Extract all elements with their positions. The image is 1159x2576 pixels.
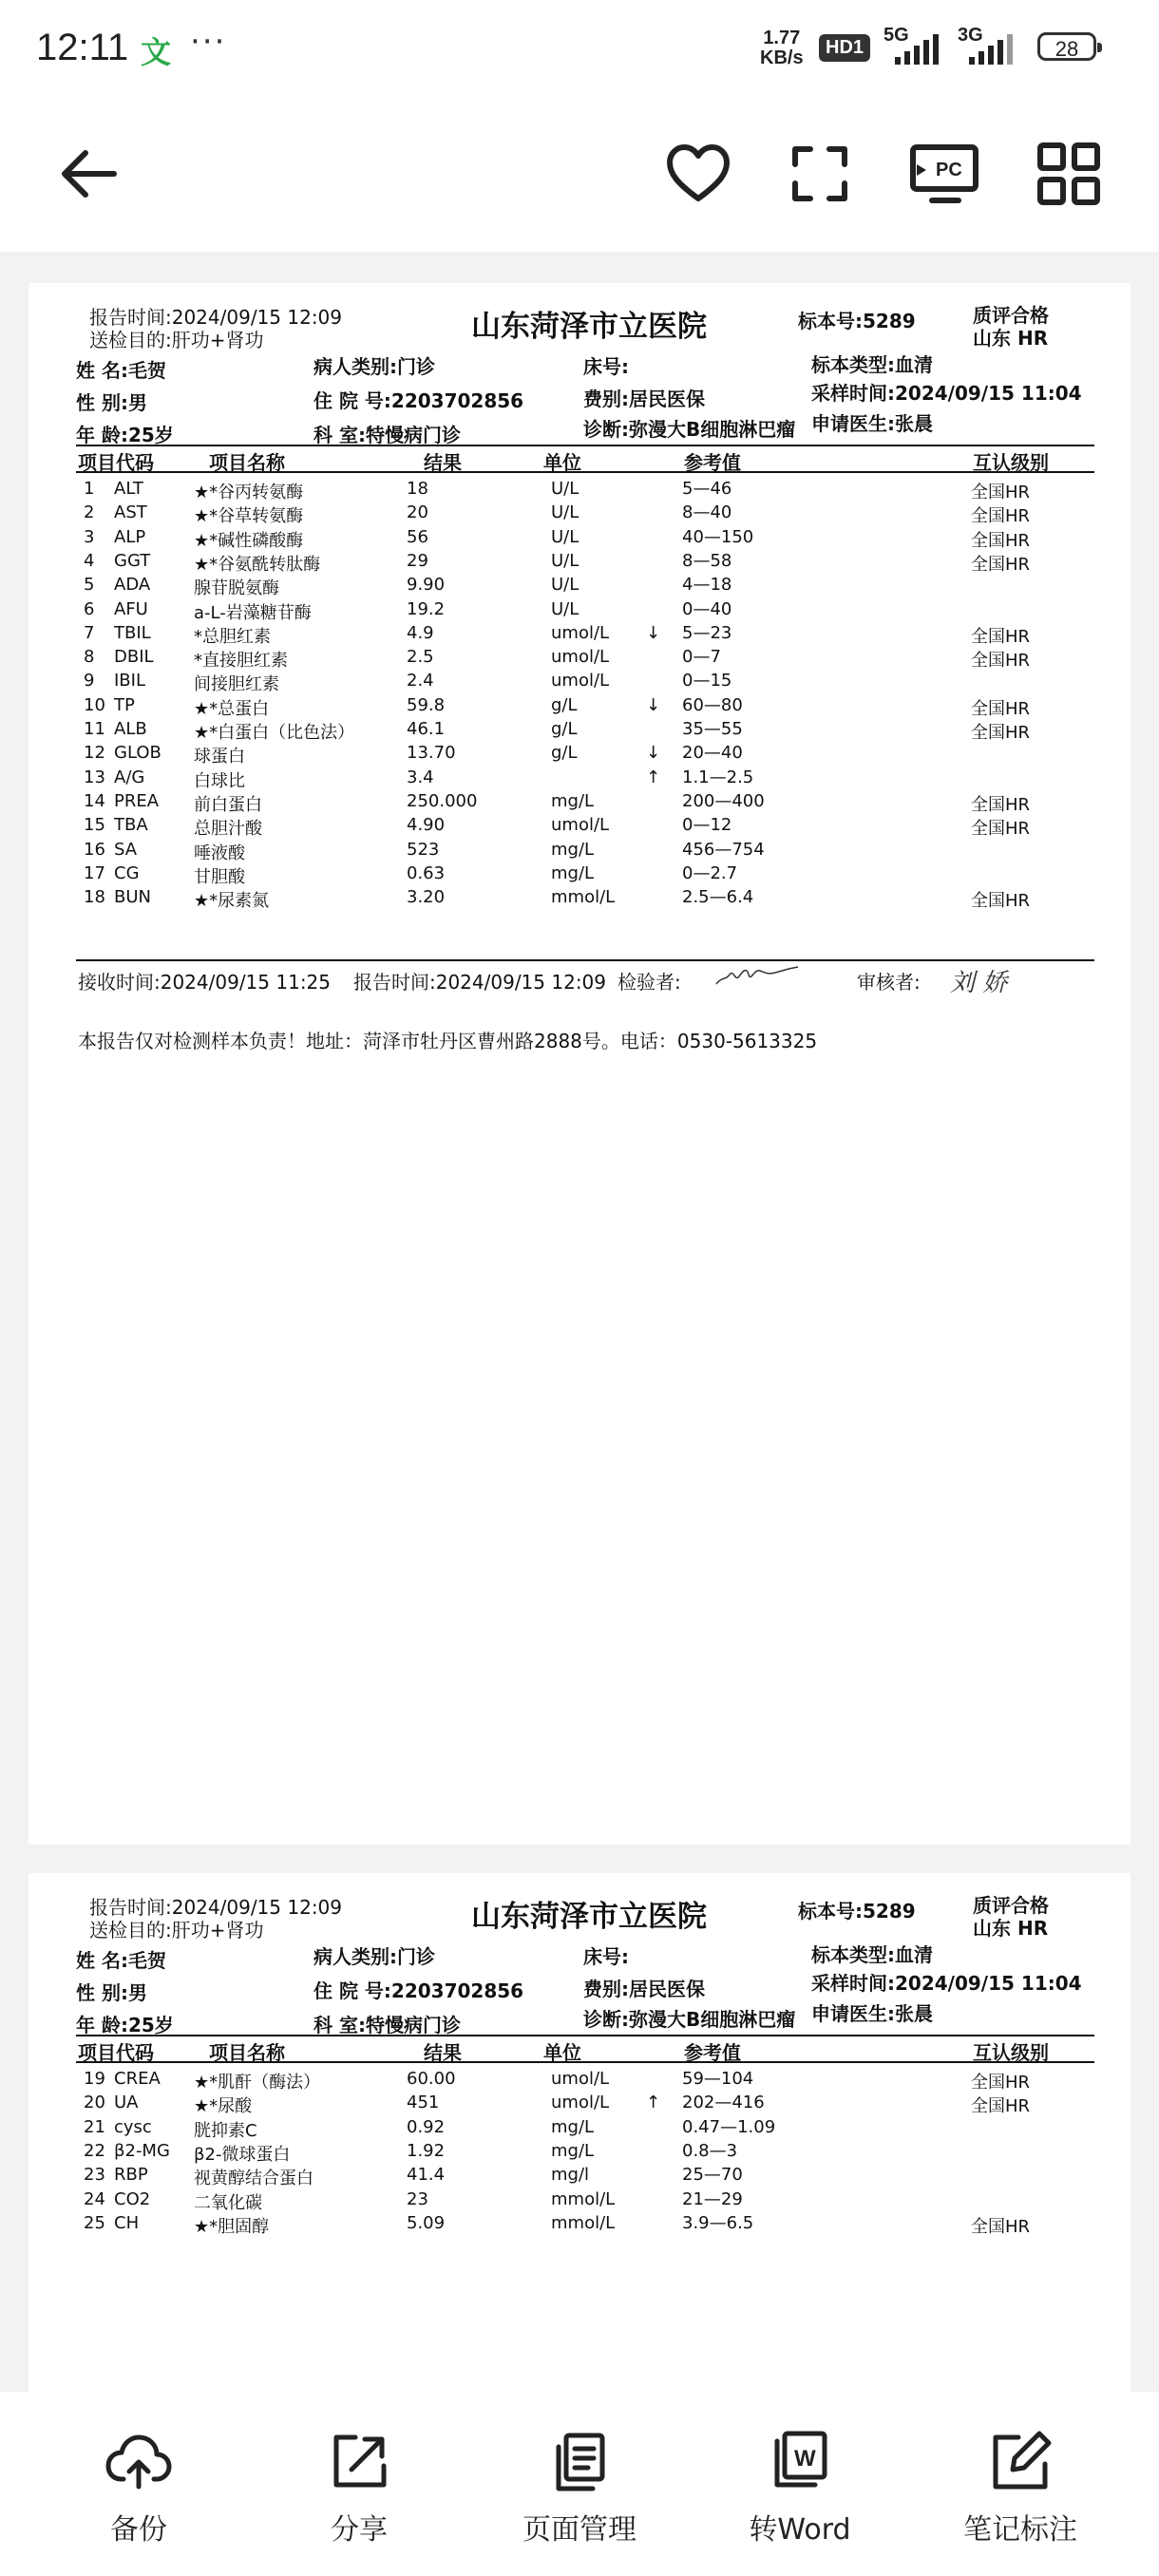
- cell-no: 1: [84, 479, 95, 499]
- col-header-name: 项目名称: [209, 451, 285, 474]
- reviewer-signature: 刘 娇: [950, 969, 1008, 997]
- network-type-2: 3G: [958, 25, 983, 46]
- cell-unit: mg/L: [551, 862, 595, 883]
- patient-age: 年 龄:25岁: [76, 2014, 174, 2036]
- diagnosis: 诊断:弥漫大B细胞淋巴瘤: [583, 2008, 796, 2031]
- word-convert-icon: [766, 2428, 834, 2496]
- grid-icon: [1031, 136, 1107, 212]
- cell-result: 23: [407, 2188, 428, 2209]
- cell-code: ALT: [114, 479, 143, 499]
- cell-ref: 60—80: [682, 694, 743, 715]
- fullscreen-button[interactable]: [782, 136, 858, 212]
- share-icon: [325, 2428, 393, 2496]
- cell-result: 451: [407, 2093, 440, 2113]
- cell-name: 总胆汁酸: [194, 819, 262, 840]
- cell-unit: umol/L: [551, 2093, 610, 2113]
- department: 科 室:特慢病门诊: [314, 2014, 461, 2036]
- patient-gender: 性 别:男: [76, 391, 147, 414]
- cell-code: ALB: [114, 719, 147, 739]
- diagnosis: 诊断:弥漫大B细胞淋巴瘤: [583, 418, 796, 441]
- cell-name: a-L-岩藻糖苷酶: [194, 602, 312, 623]
- cell-no: 15: [84, 815, 105, 836]
- cell-unit: mg/L: [551, 2140, 595, 2161]
- table-row: [28, 2117, 1130, 2141]
- table-row: [28, 479, 1130, 502]
- table-row: [28, 2141, 1130, 2165]
- cell-flag: ↓: [646, 694, 661, 715]
- cell-no: 18: [84, 887, 105, 908]
- cell-ref: 2.5—6.4: [682, 887, 754, 908]
- cell-name: 唾液酸: [194, 843, 245, 863]
- cell-name: ★*谷草转氨酶: [194, 506, 304, 527]
- cell-name: ★*谷氨酰转肽酶: [194, 554, 321, 575]
- cell-code: TP: [114, 694, 135, 715]
- col-header-mutual: 互认级别: [973, 2041, 1049, 2064]
- cell-ref: 0—7: [682, 647, 721, 668]
- cell-no: 20: [84, 2093, 105, 2113]
- cell-code: CREA: [114, 2069, 161, 2089]
- cell-mutual: 全国HR: [971, 819, 1031, 840]
- cell-ref: 0.8—3: [682, 2140, 738, 2161]
- cell-no: 13: [84, 767, 105, 787]
- cell-no: 19: [84, 2069, 105, 2089]
- cell-code: CH: [114, 2212, 140, 2233]
- note-annotate-button[interactable]: [949, 2428, 1092, 2548]
- cell-code: DBIL: [114, 647, 154, 668]
- cell-name: *总胆红素: [194, 626, 271, 647]
- cell-code: RBP: [114, 2165, 148, 2186]
- inpatient-number: 住 院 号:2203702856: [314, 1979, 524, 2002]
- bed-number: 床号:: [583, 1945, 629, 1968]
- col-header-code: 项目代码: [78, 451, 154, 474]
- cell-result: 41.4: [407, 2165, 446, 2186]
- cell-ref: 5—46: [682, 479, 732, 499]
- cell-result: 59.8: [407, 694, 446, 715]
- quality-region: 山东 HR: [973, 327, 1049, 350]
- cell-unit: U/L: [551, 598, 580, 619]
- patient-type: 病人类别:门诊: [314, 355, 435, 378]
- cell-code: AST: [114, 502, 147, 523]
- table-row: [28, 791, 1130, 815]
- cell-flag: ↑: [646, 2093, 661, 2113]
- cell-result: 523: [407, 839, 440, 860]
- pc-label: PC: [936, 160, 962, 180]
- report-time-header: 报告时间:2024/09/15 12:09: [89, 1896, 343, 1919]
- divider: [76, 445, 1094, 446]
- col-header-mutual: 互认级别: [973, 451, 1049, 474]
- cell-name: 前白蛋白: [194, 794, 262, 815]
- cell-no: 12: [84, 743, 105, 764]
- cell-ref: 5—23: [682, 622, 732, 643]
- hospital-name: 山东菏泽市立医院: [471, 310, 707, 344]
- signal-icon-1: [885, 32, 942, 65]
- cell-result: 3.4: [407, 767, 434, 787]
- cell-name: ★*白蛋白（比色法）: [194, 723, 355, 743]
- cell-mutual: 全国HR: [971, 651, 1031, 672]
- cell-no: 2: [84, 502, 95, 523]
- cell-mutual: 全国HR: [971, 554, 1031, 575]
- cell-no: 7: [84, 622, 95, 643]
- sample-time: 采样时间:2024/09/15 11:04: [811, 382, 1082, 405]
- page-manage-button[interactable]: [508, 2428, 651, 2548]
- cell-ref: 8—58: [682, 550, 732, 571]
- quality-label: 质评合格: [973, 1894, 1049, 1917]
- quality-region: 山东 HR: [973, 1917, 1049, 1940]
- cell-code: GLOB: [114, 743, 162, 764]
- cell-unit: umol/L: [551, 671, 610, 691]
- col-header-ref: 参考值: [684, 451, 741, 474]
- cell-name: ★*尿素氮: [194, 891, 270, 912]
- cell-ref: 59—104: [682, 2069, 754, 2089]
- col-header-unit: 单位: [543, 2041, 581, 2064]
- fee-type: 费别:居民医保: [583, 388, 705, 410]
- cell-ref: 0—15: [682, 671, 732, 691]
- network-type-1: 5G: [884, 25, 909, 46]
- cell-ref: 200—400: [682, 790, 765, 811]
- cell-no: 21: [84, 2116, 105, 2137]
- patient-name: 姓 名:毛贺: [76, 1949, 166, 1972]
- table-row: [28, 887, 1130, 911]
- cell-no: 3: [84, 526, 95, 547]
- cell-result: 56: [407, 526, 428, 547]
- cell-unit: g/L: [551, 743, 578, 764]
- cell-result: 46.1: [407, 719, 446, 739]
- back-button[interactable]: [53, 136, 129, 212]
- signal-icon-2: [960, 32, 1016, 65]
- hd-badge: HD1: [819, 34, 870, 62]
- table-row: [28, 647, 1130, 671]
- cell-result: 29: [407, 550, 428, 571]
- cell-no: 8: [84, 647, 95, 668]
- table-row: [28, 719, 1130, 743]
- cell-unit: mmol/L: [551, 887, 616, 908]
- cell-mutual: 全国HR: [971, 794, 1031, 815]
- table-row: [28, 767, 1130, 791]
- table-row: [28, 743, 1130, 767]
- fullscreen-icon: [782, 136, 858, 212]
- bottom-action-bar: [0, 2392, 1159, 2576]
- cell-ref: 0—12: [682, 815, 732, 836]
- word-letter: W: [794, 2446, 816, 2472]
- cell-unit: U/L: [551, 526, 580, 547]
- cell-ref: 3.9—6.5: [682, 2212, 754, 2233]
- cell-ref: 25—70: [682, 2165, 743, 2186]
- share-label: 分享: [331, 2513, 388, 2547]
- cell-name: β2-微球蛋白: [194, 2144, 291, 2165]
- sample-time: 采样时间:2024/09/15 11:04: [811, 1972, 1082, 1995]
- cell-code: UA: [114, 2093, 139, 2113]
- col-header-name: 项目名称: [209, 2041, 285, 2064]
- cell-unit: g/L: [551, 694, 578, 715]
- cell-code: GGT: [114, 550, 151, 571]
- patient-type: 病人类别:门诊: [314, 1945, 435, 1968]
- col-header-result: 结果: [424, 451, 462, 474]
- cell-no: 5: [84, 575, 95, 596]
- cell-result: 60.00: [407, 2069, 456, 2089]
- cell-name: ★*谷丙转氨酶: [194, 483, 304, 502]
- cell-name: 甘胆酸: [194, 866, 245, 887]
- department: 科 室:特慢病门诊: [314, 424, 461, 446]
- table-row: [28, 527, 1130, 551]
- cell-code: TBA: [114, 815, 148, 836]
- report-purpose: 送检目的:肝功+肾功: [89, 329, 264, 351]
- report-time-header: 报告时间:2024/09/15 12:09: [89, 306, 343, 329]
- cell-no: 10: [84, 694, 105, 715]
- cell-flag: ↑: [646, 767, 661, 787]
- cell-mutual: 全国HR: [971, 891, 1031, 912]
- back-arrow-icon: [53, 136, 129, 212]
- table-row: [28, 2069, 1130, 2093]
- cell-unit: mmol/L: [551, 2188, 616, 2209]
- network-speed-value: 1.77: [763, 28, 801, 48]
- pc-view-button[interactable]: [907, 136, 983, 212]
- cell-mutual: 全国HR: [971, 698, 1031, 719]
- cell-result: 9.90: [407, 575, 446, 596]
- cell-no: 17: [84, 862, 105, 883]
- col-header-unit: 单位: [543, 451, 581, 474]
- cell-ref: 0.47—1.09: [682, 2116, 776, 2137]
- cell-mutual: 全国HR: [971, 626, 1031, 647]
- cell-no: 24: [84, 2188, 105, 2209]
- cell-flag: ↓: [646, 743, 661, 764]
- tester-signature: [712, 963, 808, 992]
- divider: [76, 959, 1094, 961]
- cell-no: 4: [84, 550, 95, 571]
- quality-label: 质评合格: [973, 304, 1049, 327]
- inpatient-number: 住 院 号:2203702856: [314, 389, 524, 412]
- cell-unit: U/L: [551, 550, 580, 571]
- cell-name: 间接胆红素: [194, 674, 279, 695]
- col-header-ref: 参考值: [684, 2041, 741, 2064]
- favorite-button[interactable]: [660, 136, 736, 212]
- patient-age: 年 龄:25岁: [76, 424, 174, 446]
- input-method-icon: 文: [141, 34, 172, 70]
- cell-code: A/G: [114, 767, 145, 787]
- cell-no: 25: [84, 2212, 105, 2233]
- cell-code: CG: [114, 862, 140, 883]
- table-row: [28, 840, 1130, 863]
- cell-result: 5.09: [407, 2212, 446, 2233]
- cell-unit: mg/l: [551, 2165, 590, 2186]
- cell-unit: umol/L: [551, 2069, 610, 2089]
- cell-name: ★*胆固醇: [194, 2216, 270, 2237]
- cell-unit: mg/L: [551, 2116, 595, 2137]
- divider: [76, 2061, 1094, 2063]
- cell-result: 13.70: [407, 743, 456, 764]
- page-manage-label: 页面管理: [522, 2513, 636, 2547]
- cell-ref: 35—55: [682, 719, 743, 739]
- table-row: [28, 623, 1130, 647]
- cell-code: AFU: [114, 598, 148, 619]
- report-purpose: 送检目的:肝功+肾功: [89, 1919, 264, 1941]
- disclaimer: 本报告仅对检测样本负责！地址：菏泽市牡丹区曹州路2888号。电话：0530-5613325: [78, 1030, 818, 1052]
- heart-icon: [660, 136, 736, 212]
- cell-mutual: 全国HR: [971, 483, 1031, 502]
- sample-number: 标本号:5289: [798, 1900, 916, 1923]
- table-row: [28, 2093, 1130, 2116]
- cell-name: 视黄醇结合蛋白: [194, 2169, 314, 2189]
- cell-code: ALP: [114, 526, 146, 547]
- cell-code: TBIL: [114, 622, 151, 643]
- cell-result: 0.92: [407, 2116, 446, 2137]
- cell-unit: umol/L: [551, 622, 610, 643]
- cell-code: PREA: [114, 790, 160, 811]
- cell-result: 18: [407, 479, 428, 499]
- battery-icon: 28: [1037, 32, 1096, 61]
- cell-unit: U/L: [551, 479, 580, 499]
- patient-gender: 性 别:男: [76, 1981, 147, 2004]
- cell-result: 1.92: [407, 2140, 446, 2161]
- convert-word-label: 转Word: [749, 2513, 851, 2547]
- cell-unit: g/L: [551, 719, 578, 739]
- cell-unit: umol/L: [551, 815, 610, 836]
- cell-ref: 456—754: [682, 839, 765, 860]
- cell-unit: mg/L: [551, 839, 595, 860]
- cell-result: 20: [407, 502, 428, 523]
- page-manage-icon: [545, 2428, 614, 2496]
- table-row: [28, 575, 1130, 598]
- cell-name: 二氧化碳: [194, 2192, 262, 2213]
- cell-no: 6: [84, 598, 95, 619]
- bed-number: 床号:: [583, 355, 629, 378]
- cell-no: 23: [84, 2165, 105, 2186]
- apps-button[interactable]: [1031, 136, 1107, 212]
- cell-result: 4.90: [407, 815, 446, 836]
- cell-ref: 21—29: [682, 2188, 743, 2209]
- cell-unit: mg/L: [551, 790, 595, 811]
- backup-label: 备份: [110, 2513, 167, 2547]
- requesting-doctor: 申请医生:张晨: [811, 2002, 933, 2025]
- cell-result: 4.9: [407, 622, 434, 643]
- tester-label: 检验者:: [618, 971, 681, 994]
- cell-mutual: 全国HR: [971, 2216, 1031, 2237]
- table-row: [28, 815, 1130, 839]
- cell-code: CO2: [114, 2188, 151, 2209]
- cell-no: 11: [84, 719, 105, 739]
- cell-ref: 4—18: [682, 575, 732, 596]
- hospital-name: 山东菏泽市立医院: [471, 1900, 707, 1934]
- col-header-result: 结果: [424, 2041, 462, 2064]
- network-speed: [760, 28, 804, 68]
- table-row: [28, 2213, 1130, 2237]
- cell-unit: mmol/L: [551, 2212, 616, 2233]
- cell-no: 16: [84, 839, 105, 860]
- top-toolbar: [0, 100, 1159, 252]
- cell-name: ★*尿酸: [194, 2096, 253, 2117]
- pc-screen-icon: [907, 136, 983, 212]
- edit-note-icon: [986, 2428, 1054, 2496]
- cell-name: ★*碱性磷酸酶: [194, 530, 304, 551]
- sample-type: 标本类型:血清: [811, 1943, 933, 1966]
- cell-mutual: 全国HR: [971, 723, 1031, 743]
- cell-mutual: 全国HR: [971, 530, 1031, 551]
- share-button[interactable]: [288, 2428, 430, 2548]
- report-page-2: [28, 1873, 1130, 2392]
- cell-unit: U/L: [551, 502, 580, 523]
- convert-word-button[interactable]: [729, 2428, 871, 2548]
- table-row: [28, 551, 1130, 575]
- sample-type: 标本类型:血清: [811, 353, 933, 376]
- cell-mutual: 全国HR: [971, 2096, 1031, 2117]
- table-row: [28, 502, 1130, 526]
- cell-ref: 8—40: [682, 502, 732, 523]
- cell-name: ★*肌酐（酶法）: [194, 2073, 321, 2093]
- cell-code: ADA: [114, 575, 151, 596]
- cell-no: 22: [84, 2140, 105, 2161]
- cell-unit: umol/L: [551, 647, 610, 668]
- table-row: [28, 695, 1130, 719]
- requesting-doctor: 申请医生:张晨: [811, 412, 933, 435]
- cell-name: ★*总蛋白: [194, 698, 270, 719]
- cell-name: 球蛋白: [194, 747, 245, 767]
- cell-result: 2.5: [407, 647, 434, 668]
- cell-ref: 20—40: [682, 743, 743, 764]
- cell-ref: 0—2.7: [682, 862, 738, 883]
- cell-result: 19.2: [407, 598, 446, 619]
- table-row: [28, 2189, 1130, 2213]
- table-row: [28, 2165, 1130, 2188]
- cell-result: 3.20: [407, 887, 446, 908]
- cell-no: 9: [84, 671, 95, 691]
- cell-code: SA: [114, 839, 138, 860]
- patient-name: 姓 名:毛贺: [76, 359, 166, 382]
- receive-time: 接收时间:2024/09/15 11:25: [78, 971, 332, 994]
- cell-mutual: 全国HR: [971, 2073, 1031, 2093]
- cloud-upload-icon: [104, 2428, 173, 2496]
- table-row: [28, 671, 1130, 694]
- network-speed-unit: KB/s: [760, 47, 804, 68]
- cell-code: BUN: [114, 887, 151, 908]
- cell-result: 250.000: [407, 790, 478, 811]
- cell-code: cysc: [114, 2116, 152, 2137]
- cell-ref: 0—40: [682, 598, 732, 619]
- cell-ref: 202—416: [682, 2093, 765, 2113]
- report-page-1: [28, 283, 1130, 1845]
- fee-type: 费别:居民医保: [583, 1978, 705, 2000]
- cell-ref: 40—150: [682, 526, 754, 547]
- cell-code: β2-MG: [114, 2140, 170, 2161]
- cell-ref: 1.1—2.5: [682, 767, 754, 787]
- table-row: [28, 599, 1130, 623]
- cell-code: IBIL: [114, 671, 145, 691]
- cell-name: 腺苷脱氨酶: [194, 578, 279, 599]
- note-annotate-label: 笔记标注: [963, 2513, 1077, 2547]
- cell-name: 胱抑素C: [194, 2120, 257, 2141]
- more-notifications-icon: ···: [190, 23, 227, 61]
- cell-unit: U/L: [551, 575, 580, 596]
- cell-result: 2.4: [407, 671, 434, 691]
- divider: [76, 471, 1094, 473]
- divider: [76, 2035, 1094, 2036]
- cell-result: 0.63: [407, 862, 446, 883]
- status-time: 12:11: [36, 27, 129, 68]
- reviewer-label: 审核者:: [857, 971, 921, 994]
- cell-name: *直接胆红素: [194, 651, 288, 672]
- footer-report-time: 报告时间:2024/09/15 12:09: [353, 971, 607, 994]
- cell-name: 白球比: [194, 770, 245, 791]
- status-bar: [0, 0, 1159, 100]
- cell-no: 14: [84, 790, 105, 811]
- cell-flag: ↓: [646, 622, 661, 643]
- table-row: [28, 863, 1130, 887]
- col-header-code: 项目代码: [78, 2041, 154, 2064]
- sample-number: 标本号:5289: [798, 310, 916, 332]
- backup-button[interactable]: [67, 2428, 210, 2548]
- cell-mutual: 全国HR: [971, 506, 1031, 527]
